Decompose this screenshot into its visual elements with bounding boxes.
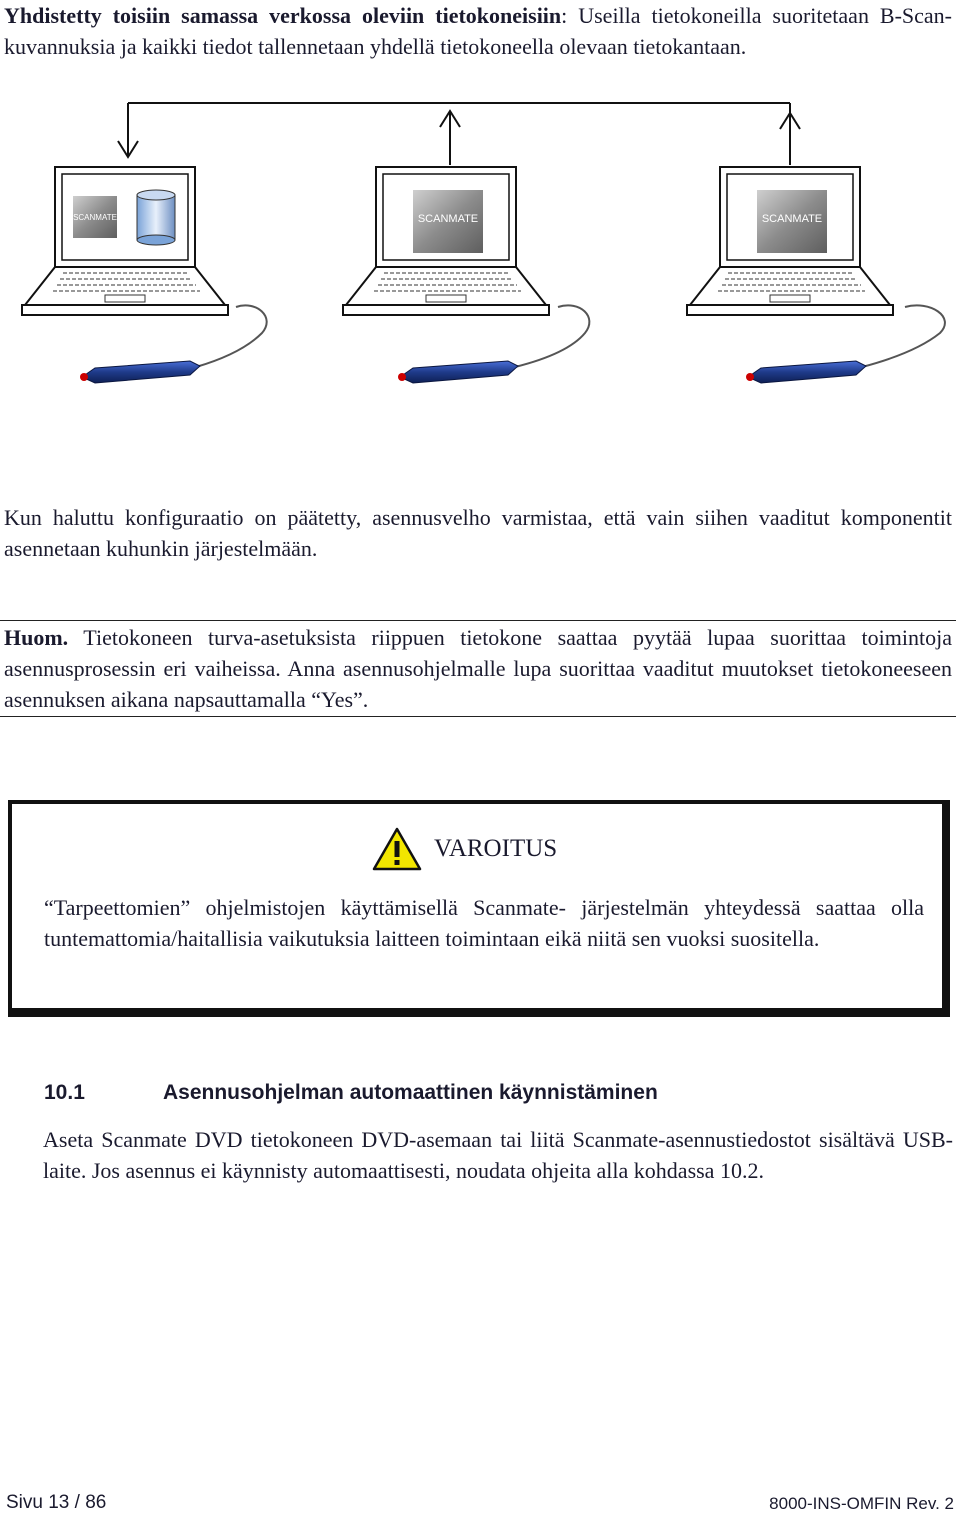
warning-header <box>372 826 557 872</box>
note-paragraph <box>4 622 952 715</box>
network-diagram <box>0 95 960 395</box>
note-top-rule <box>0 620 956 621</box>
svg-text:SCANMATE: SCANMATE <box>417 213 479 225</box>
svg-text:SCANMATE: SCANMATE <box>761 213 823 225</box>
warning-box <box>8 800 950 1017</box>
laptop-3 <box>687 167 893 315</box>
svg-text:SCANMATE: SCANMATE <box>73 213 117 222</box>
laptop-1 <box>22 167 228 315</box>
probe-1 <box>80 305 267 383</box>
note-text: Tietokoneen turva-asetuksista riippuen tietokone saattaa pyytää lupaa suorittaa toimintoja asennusprosessin eri vaiheissa. Anna asennusohjelmalle lupa suorittaa vaaditut muutokset tietokoneeseen asennuksen aikana napsauttamalla “Yes”. <box>4 625 952 712</box>
network-lines <box>118 103 800 165</box>
intro-text: : Useilla tietokoneilla suoritetaan B-Scan-kuvannuksia ja kaikki tiedot tallennetaan yhdellä tietokoneella olevaan tietokantaan. <box>4 3 952 59</box>
warning-triangle-icon <box>372 827 422 871</box>
note-label: Huom. <box>4 625 69 650</box>
database-icon <box>137 190 175 245</box>
intro-paragraph <box>4 0 952 62</box>
note-bottom-rule <box>0 716 956 717</box>
config-paragraph: Kun haluttu konfiguraatio on päätetty, asennusvelho varmistaa, että vain siihen vaaditut komponentit asennetaan kuhunkin järjestelmään. <box>4 505 952 561</box>
probe-3 <box>746 305 945 383</box>
probe-2 <box>398 305 589 383</box>
section-title: Asennusohjelman automaattinen käynnistäminen <box>163 1081 658 1104</box>
section-number: 10.1 <box>44 1081 85 1104</box>
warning-text: “Tarpeettomien” ohjelmistojen käyttämisellä Scanmate- järjestelmän yhteydessä saattaa olla tuntemattomia/haitallisia vaikutuksia laitteen toimintaan eikä niitä sen vuoksi suositella. <box>44 895 924 951</box>
section-body: Aseta Scanmate DVD tietokoneen DVD-asemaan tai liitä Scanmate-asennustiedostot sisältävä USB-laite. Jos asennus ei käynnisty automaattisesti, noudata ohjeita alla kohdassa 10.2. <box>43 1127 953 1183</box>
laptop-2 <box>343 167 549 315</box>
page-number: Sivu 13 / 86 <box>6 1492 107 1513</box>
intro-heading: Yhdistetty toisiin samassa verkossa oleviin tietokoneisiin <box>4 3 562 28</box>
document-id: 8000-INS-OMFIN Rev. 2 <box>769 1494 954 1513</box>
warning-title: VAROITUS <box>434 835 558 862</box>
